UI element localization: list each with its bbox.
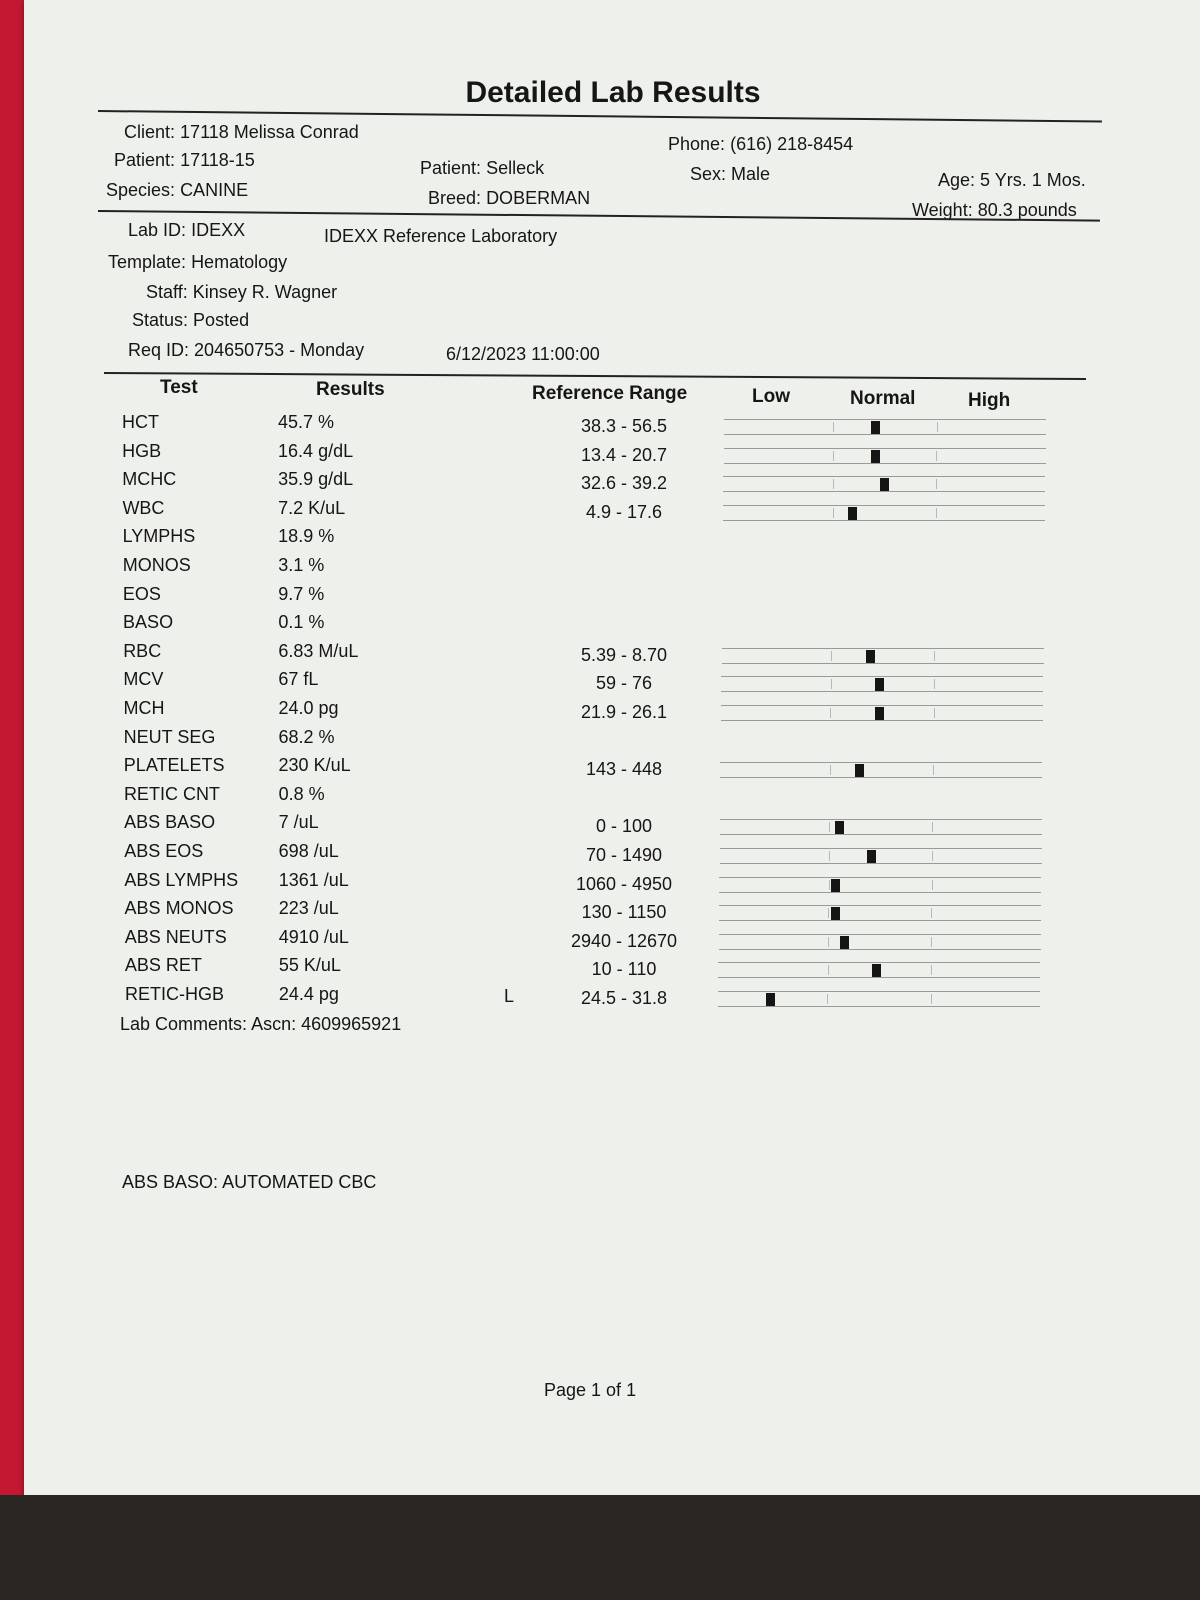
test-name: ABS MONOS bbox=[124, 898, 234, 919]
test-result: 1361 /uL bbox=[278, 869, 349, 890]
range-marker bbox=[831, 879, 840, 892]
lab-comments bbox=[120, 1014, 401, 1035]
range-divider bbox=[829, 880, 830, 890]
col-reference-range: Reference Range bbox=[532, 383, 688, 404]
range-bar bbox=[721, 705, 1043, 721]
reference-range: 13.4 - 20.7 bbox=[580, 444, 668, 465]
species-row bbox=[106, 180, 248, 201]
test-name: RBC bbox=[123, 640, 162, 661]
result-flag: L bbox=[504, 986, 515, 1006]
test-name: EOS bbox=[122, 583, 161, 604]
age-row bbox=[938, 170, 1086, 191]
range-divider bbox=[934, 651, 935, 661]
range-divider bbox=[934, 708, 935, 718]
range-bar bbox=[720, 848, 1042, 864]
template-row bbox=[108, 252, 287, 273]
breed-label: Breed: bbox=[428, 188, 482, 208]
range-divider bbox=[932, 880, 933, 890]
range-marker bbox=[835, 821, 844, 834]
test-name: ABS LYMPHS bbox=[124, 869, 239, 890]
range-divider bbox=[934, 679, 935, 689]
test-name: ABS NEUTS bbox=[124, 926, 227, 947]
req-id-row bbox=[128, 340, 364, 361]
test-result: 24.0 pg bbox=[278, 698, 339, 718]
req-id-label: Req ID: bbox=[128, 340, 190, 360]
range-marker bbox=[867, 850, 876, 863]
lab-comments-value: Ascn: 4609965921 bbox=[251, 1014, 402, 1034]
range-marker bbox=[871, 421, 880, 434]
range-bar bbox=[723, 505, 1045, 521]
range-bar bbox=[724, 419, 1046, 435]
patient-name-label: Patient: bbox=[420, 158, 482, 178]
range-bar bbox=[718, 991, 1040, 1007]
test-result: 35.9 g/dL bbox=[278, 469, 354, 490]
req-id-value: 204650753 - Monday bbox=[194, 340, 365, 360]
breed-value: DOBERMAN bbox=[486, 188, 591, 208]
range-divider bbox=[831, 679, 832, 689]
reference-range: 143 - 448 bbox=[585, 759, 663, 780]
range-bar bbox=[723, 476, 1045, 492]
range-marker bbox=[840, 936, 849, 949]
reference-range: 0 - 100 bbox=[595, 816, 653, 837]
reference-range: 21.9 - 26.1 bbox=[580, 702, 668, 722]
test-result: 698 /uL bbox=[278, 841, 339, 861]
weight-value: 80.3 pounds bbox=[977, 200, 1077, 220]
test-result: 18.9 % bbox=[278, 526, 335, 547]
range-marker bbox=[766, 993, 775, 1006]
reference-range: 130 - 1150 bbox=[581, 902, 667, 923]
range-divider bbox=[833, 451, 834, 461]
test-name: BASO bbox=[123, 612, 174, 633]
test-result: 230 K/uL bbox=[278, 755, 351, 776]
abs-baso-note bbox=[122, 1172, 376, 1193]
report-title: Detailed Lab Results bbox=[465, 76, 761, 109]
abs-baso-note-label: ABS BASO: bbox=[122, 1172, 219, 1192]
patient-id-row bbox=[114, 150, 255, 171]
patient-name-row bbox=[420, 158, 544, 179]
test-result: 0.8 % bbox=[278, 783, 325, 804]
status-row bbox=[132, 310, 249, 331]
breed-row bbox=[428, 188, 590, 209]
test-name: HCT bbox=[122, 412, 159, 432]
phone-value: (616) 218-8454 bbox=[730, 134, 854, 154]
range-bar bbox=[720, 762, 1042, 778]
test-result: 9.7 % bbox=[278, 583, 325, 604]
template-label: Template: bbox=[108, 252, 187, 272]
range-divider bbox=[830, 765, 831, 775]
test-name: ABS RET bbox=[124, 955, 202, 976]
test-result: 223 /uL bbox=[278, 898, 339, 919]
range-marker bbox=[866, 650, 875, 663]
range-divider bbox=[936, 479, 937, 489]
reference-range: 70 - 1490 bbox=[585, 845, 663, 865]
test-result: 67 fL bbox=[278, 669, 319, 690]
table-rule bbox=[104, 372, 1086, 380]
range-marker bbox=[875, 707, 884, 720]
test-result: 45.7 % bbox=[278, 412, 335, 432]
range-marker bbox=[848, 507, 857, 520]
range-divider bbox=[831, 651, 832, 661]
test-result: 16.4 g/dL bbox=[278, 440, 354, 461]
staff-value: Kinsey R. Wagner bbox=[192, 282, 338, 302]
col-test: Test bbox=[160, 377, 198, 398]
phone-label: Phone: bbox=[668, 134, 726, 154]
lab-id-row bbox=[128, 220, 245, 241]
reference-range: 4.9 - 17.6 bbox=[585, 501, 663, 522]
col-high: High bbox=[968, 390, 1011, 411]
range-divider bbox=[936, 451, 937, 461]
reference-range: 10 - 110 bbox=[591, 959, 657, 980]
range-bar bbox=[718, 962, 1040, 978]
range-bar bbox=[719, 905, 1041, 921]
range-bar bbox=[720, 819, 1042, 835]
age-value: 5 Yrs. 1 Mos. bbox=[980, 170, 1086, 190]
patient-name-value: Selleck bbox=[486, 158, 545, 178]
test-result: 7.2 K/uL bbox=[278, 497, 346, 518]
test-result: 7 /uL bbox=[278, 812, 319, 833]
range-divider bbox=[828, 937, 829, 947]
test-name: RETIC CNT bbox=[123, 783, 220, 804]
abs-baso-note-value: AUTOMATED CBC bbox=[222, 1172, 377, 1192]
range-divider bbox=[937, 422, 938, 432]
test-result: 24.4 pg bbox=[278, 984, 339, 1004]
range-divider bbox=[827, 994, 828, 1004]
test-result: 6.83 M/uL bbox=[278, 640, 359, 661]
reference-range: 59 - 76 bbox=[595, 673, 653, 694]
range-divider bbox=[931, 994, 932, 1004]
range-divider bbox=[828, 965, 829, 975]
range-divider bbox=[931, 908, 932, 918]
lab-comments-label: Lab Comments: bbox=[120, 1014, 248, 1034]
patient-id-value: 17118-15 bbox=[180, 150, 255, 170]
reference-range: 32.6 - 39.2 bbox=[580, 473, 668, 494]
reference-range: 38.3 - 56.5 bbox=[580, 416, 668, 436]
range-marker bbox=[872, 964, 881, 977]
range-divider bbox=[829, 851, 830, 861]
range-marker bbox=[880, 478, 889, 491]
sex-row bbox=[690, 164, 770, 185]
range-divider bbox=[931, 965, 932, 975]
reference-range: 5.39 - 8.70 bbox=[580, 644, 668, 665]
col-normal: Normal bbox=[850, 388, 916, 409]
staff-row bbox=[146, 282, 337, 303]
range-bar bbox=[719, 877, 1041, 893]
page-number: Page 1 of 1 bbox=[544, 1380, 637, 1400]
test-name: MONOS bbox=[122, 555, 191, 575]
test-result: 68.2 % bbox=[278, 726, 335, 747]
reference-range: 2940 - 12670 bbox=[570, 930, 678, 951]
test-result: 4910 /uL bbox=[278, 926, 349, 947]
species-value: CANINE bbox=[180, 180, 249, 200]
range-divider bbox=[833, 479, 834, 489]
col-low: Low bbox=[752, 386, 790, 407]
weight-label: Weight: bbox=[912, 200, 973, 220]
reference-range: 24.5 - 31.8 bbox=[580, 988, 668, 1008]
test-result: 3.1 % bbox=[278, 555, 325, 575]
lab-id-label: Lab ID: bbox=[128, 220, 187, 240]
template-value: Hematology bbox=[191, 252, 288, 272]
test-name: RETIC-HGB bbox=[125, 984, 224, 1004]
range-marker bbox=[871, 450, 880, 463]
test-name: PLATELETS bbox=[123, 755, 225, 776]
test-name: ABS EOS bbox=[124, 841, 204, 861]
range-divider bbox=[933, 765, 934, 775]
title-rule bbox=[98, 110, 1102, 123]
range-marker bbox=[855, 764, 864, 777]
range-bar bbox=[721, 676, 1043, 692]
lab-report-page bbox=[24, 0, 1200, 1497]
background-surface bbox=[0, 1495, 1200, 1600]
range-marker bbox=[875, 678, 884, 691]
test-name: WBC bbox=[122, 497, 165, 518]
range-divider bbox=[833, 508, 834, 518]
test-result: 0.1 % bbox=[278, 612, 325, 633]
test-name: ABS BASO bbox=[124, 812, 216, 833]
test-name: MCH bbox=[123, 698, 165, 718]
species-label: Species: bbox=[106, 180, 176, 200]
lab-id-value: IDEXX bbox=[191, 220, 246, 240]
request-datetime: 6/12/2023 11:00:00 bbox=[446, 344, 600, 364]
lab-name: IDEXX Reference Laboratory bbox=[324, 226, 558, 246]
patient-id-label: Patient: bbox=[114, 150, 176, 170]
range-marker bbox=[831, 907, 840, 920]
col-results: Results bbox=[316, 379, 385, 400]
test-name: LYMPHS bbox=[122, 526, 196, 547]
client-label: Client: bbox=[124, 122, 176, 142]
sex-label: Sex: bbox=[690, 164, 727, 184]
range-divider bbox=[931, 937, 932, 947]
status-label: Status: bbox=[132, 310, 189, 330]
age-label: Age: bbox=[938, 170, 976, 190]
staff-label: Staff: bbox=[146, 282, 188, 302]
range-divider bbox=[833, 422, 834, 432]
reference-range: 1060 - 4950 bbox=[575, 873, 673, 894]
test-name: NEUT SEG bbox=[123, 726, 216, 747]
test-name: HGB bbox=[122, 440, 162, 461]
phone-row bbox=[668, 134, 853, 155]
test-name: MCV bbox=[123, 669, 164, 690]
range-bar bbox=[722, 648, 1044, 664]
test-result: 55 K/uL bbox=[278, 955, 341, 976]
range-divider bbox=[829, 822, 830, 832]
sex-value: Male bbox=[731, 164, 771, 184]
range-divider bbox=[936, 508, 937, 518]
range-divider bbox=[932, 851, 933, 861]
status-value: Posted bbox=[193, 310, 250, 330]
test-name: MCHC bbox=[122, 469, 177, 490]
range-bar bbox=[719, 934, 1041, 950]
client-value: 17118 Melissa Conrad bbox=[180, 122, 359, 142]
range-divider bbox=[830, 708, 831, 718]
client-row bbox=[124, 122, 359, 143]
range-divider bbox=[828, 908, 829, 918]
range-bar bbox=[724, 448, 1046, 464]
range-divider bbox=[932, 822, 933, 832]
